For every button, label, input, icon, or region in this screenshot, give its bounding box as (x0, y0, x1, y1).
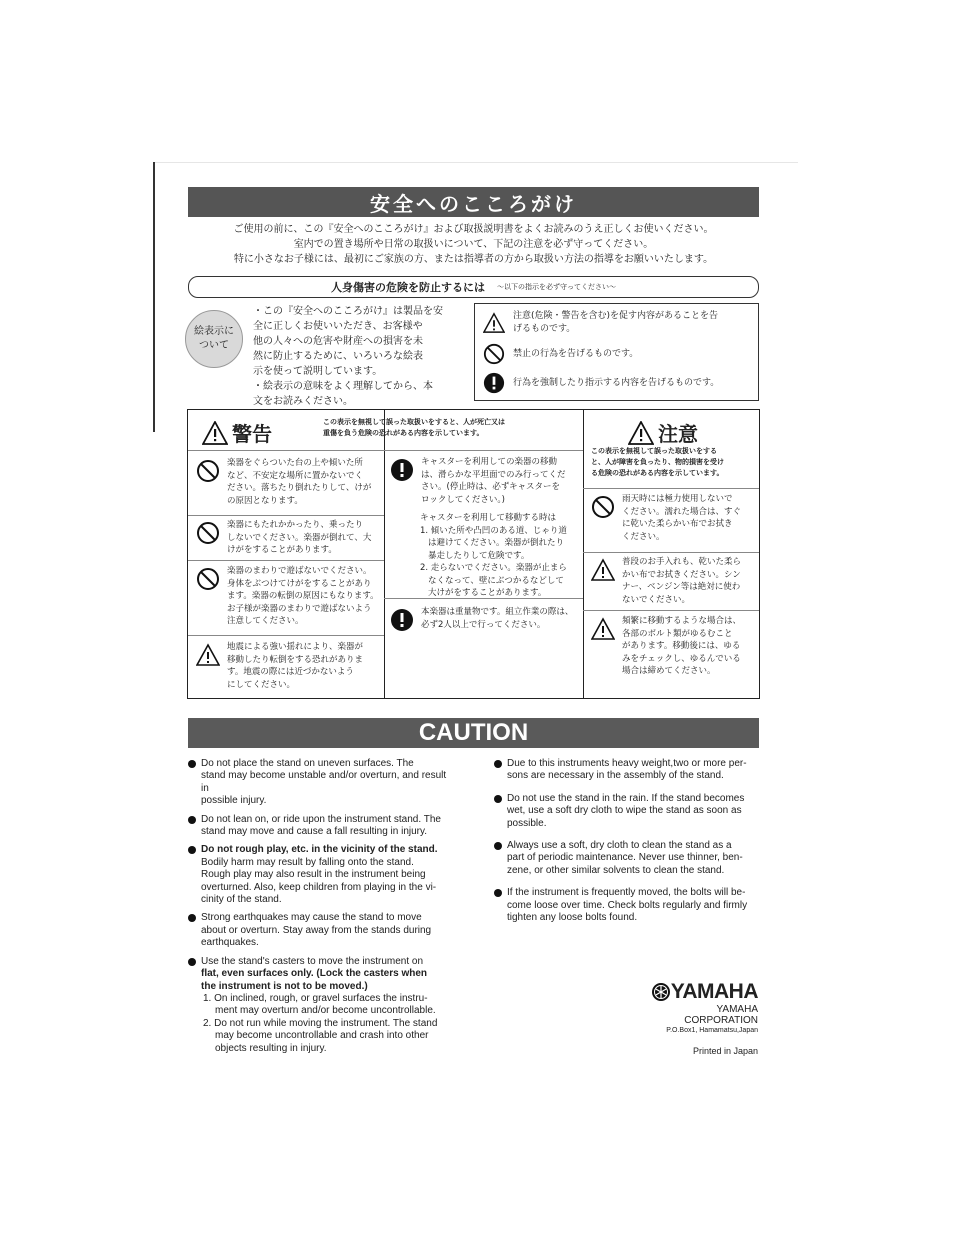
legend-mandatory (483, 372, 751, 394)
warning-heading (202, 418, 272, 447)
item-line: にしてください。 (227, 679, 296, 690)
caution-desc-line: この表示を無視して誤った取扱いをする (591, 447, 717, 455)
warning-item (196, 641, 381, 691)
note-line: は避けてください。楽器が倒れたり (428, 538, 565, 548)
bullet-line: cinity of the stand. (201, 894, 282, 906)
caution-header (188, 718, 759, 748)
caution-desc-line: る危険の恐れがある内容を示しています。 (591, 469, 724, 477)
item-line: ナー、ベンジン等は絶対に使わ (622, 582, 741, 592)
warning-item (390, 456, 580, 506)
mandatory-action-icon (390, 608, 414, 632)
caution-item (591, 556, 756, 606)
intro-text (188, 222, 759, 267)
pictogram-explanation (253, 304, 453, 409)
item-line: さい。(停止時は、必ずキャスターを (421, 482, 560, 492)
legend-text: 行為を強制したり指示する内容を告げるものです。 (513, 377, 720, 388)
item-line: キャスターを利用しての楽器の移動 (421, 457, 558, 467)
caution-right-column (494, 758, 760, 930)
note-line: 2. 走らないでください。楽器が止まら (420, 563, 567, 573)
item-line: けがをすることがあります。 (227, 545, 337, 555)
row-divider (583, 488, 759, 489)
bullet-line: Strong earthquakes may cause the stand to move (201, 912, 422, 924)
item-line: ロックしてください。) (421, 494, 505, 505)
bullet-line: come loose over time. Check bolts regularly and firmly (507, 899, 748, 911)
caution-item (591, 615, 756, 678)
warning-item (196, 519, 381, 557)
bullet-icon (494, 795, 502, 803)
expl-line: 然に防止するために、いろいろな絵表 (253, 351, 423, 362)
note-line: 暴走したりして危険です。 (428, 550, 530, 561)
row-divider (583, 552, 759, 553)
expl-line: 示を使って説明しています。 (253, 366, 383, 377)
bullet-line: tighten any loose bolts found. (507, 912, 638, 924)
yamaha-logo (648, 980, 758, 1004)
caution-bullet (188, 844, 456, 906)
item-line: みをチェックし、ゆるんでいる (622, 653, 741, 664)
banner-subtitle: 〜以下の指示を必ず守ってください〜 (497, 283, 616, 291)
caution-title: CAUTION (418, 719, 529, 746)
bullet-line: possible. (507, 817, 547, 829)
warning-desc-line: 重傷を負う危険の恐れがある内容を示しています。 (323, 429, 484, 437)
warning-item (196, 565, 381, 628)
item-line: 頻繁に移動するような場合は、 (622, 616, 742, 626)
bullet-line: Always use a soft, dry cloth to clean the stand as a (507, 840, 732, 852)
sub-line: 1. On inclined, rough, or gravel surfaces the instru- (203, 992, 428, 1004)
item-line: ださい。落ちたり倒れたりして、けが (227, 483, 372, 493)
pictogram-legend (474, 303, 759, 401)
bullet-icon (188, 760, 196, 768)
legend-caution (483, 310, 751, 336)
intro-line: ご使用の前に、この『安全へのこころがけ』および取扱説明書をよくお読みのうえ正しくお使いください。 (233, 224, 714, 235)
item-line: に乾いた柔らかい布でお拭き (622, 519, 733, 529)
caution-bullet (188, 758, 456, 808)
bullet-icon (494, 760, 502, 768)
warning-triangle-icon (196, 643, 220, 667)
bullet-line: stand may move and cause a fall resulting in injury. (201, 826, 428, 838)
warning-triangle-icon (202, 421, 228, 445)
item-line: 注意してください。 (227, 616, 304, 626)
bullet-line: Do not place the stand on uneven surfaces. The (201, 758, 414, 769)
brand-name: YAMAHA (670, 980, 758, 1003)
caution-bullet (494, 887, 760, 924)
column-divider (583, 410, 584, 698)
item-line: 楽器をぐらついた台の上や傾いた所 (227, 458, 363, 468)
bullet-line: Rough play may also result in the instrument being (201, 869, 426, 881)
prohibition-icon (196, 459, 220, 483)
item-line: があります。移動後には、ゆる (622, 641, 741, 651)
item-line: 楽器にもたれかかったり、乗ったり (227, 520, 364, 530)
note-line: 大けがをすることがあります。 (428, 588, 547, 598)
legend-text: げるものです。 (513, 324, 576, 334)
item-line: 各部のボルト類がゆるむこと (622, 628, 733, 639)
sub-line: objects resulting in injury. (215, 1042, 327, 1054)
bullet-line: about or overturn. Stay away from the stands during (201, 924, 432, 936)
caution-bullet (494, 840, 760, 877)
expl-line: ・絵表示の意味をよく理解してから、本 (253, 381, 433, 392)
corporation-address: P.O.Box1, Hamamatsu,Japan (666, 1027, 758, 1034)
prohibition-icon (196, 521, 220, 545)
item-line: の原因となります。 (227, 495, 303, 506)
bullet-line: Due to this instruments heavy weight,two or more per- (507, 758, 747, 769)
tuning-fork-emblem-icon (651, 982, 671, 1002)
item-line: ます。楽器の転倒の原因にもなります。 (227, 591, 379, 601)
bullet-icon (494, 889, 502, 897)
warning-triangle-icon (483, 312, 505, 334)
scan-mark (153, 162, 155, 432)
bullet-line: flat, even surfaces only. (Lock the casters when (201, 968, 428, 980)
mandatory-action-icon (483, 372, 505, 394)
warning-desc-line: この表示を無視して誤った取扱いをすると、人が死亡又は (323, 418, 505, 426)
badge-line: 絵表示に (194, 326, 234, 337)
prohibition-icon (591, 495, 615, 519)
expl-line: 全に正しくお使いいただき、お客様や (253, 321, 423, 332)
note-line: キャスターを利用して移動する時は (420, 513, 557, 523)
sub-line: may become uncontrollable and crash into other (215, 1030, 429, 1042)
intro-line: 特に小さなお子様には、最初にご家族の方、または指導者の方から取扱い方法の指導をお願いいたします。 (233, 254, 714, 265)
item-line: ください。 (622, 531, 665, 542)
bullet-icon (188, 914, 196, 922)
item-line: 身体をぶつけてけがをすることがあり (227, 578, 372, 589)
column-divider (384, 410, 385, 698)
sub-line: ment may overturn and/or become uncontrollable. (215, 1005, 436, 1017)
bullet-line: wet, use a soft dry cloth to wipe the stand as soon as (507, 805, 742, 817)
row-divider (188, 450, 583, 451)
bullet-line: zene, or other similar solvents to clean the stand. (507, 864, 725, 876)
bullet-line: Do not use the stand in the rain. If the stand becomes (507, 792, 745, 804)
badge-line: ついて (199, 340, 229, 351)
bullet-line: Bodily harm may result by falling onto the stand. (201, 856, 414, 868)
bullet-line: possible injury. (201, 795, 267, 807)
bullet-line: overturned. Also, keep children from playing in the vi- (201, 881, 437, 893)
pictogram-badge (185, 310, 243, 368)
item-line: 本楽器は重量物です。組立作業の際は、 (421, 607, 574, 617)
safety-header (188, 187, 759, 217)
bullet-icon (494, 842, 502, 850)
note-line: 1. 傾いた所や凸凹のある道、じゃり道 (420, 525, 567, 536)
warning-description (323, 417, 578, 439)
yamaha-footer (648, 980, 758, 1056)
caution-jp-heading (628, 418, 698, 447)
note-line: なくなって、壁にぶつかるなどして (428, 575, 564, 586)
caution-jp-title: 注意 (658, 422, 698, 446)
mandatory-action-icon (390, 458, 414, 482)
bullet-icon (188, 846, 196, 854)
corporation-name: YAMAHA CORPORATION (684, 1004, 758, 1026)
legend-text: 禁止の行為を告げるものです。 (513, 348, 639, 359)
item-line: 移動したり転倒をする恐れがありま (227, 654, 364, 665)
bullet-line: earthquakes. (201, 937, 259, 949)
item-line: 必ず2人以上で行ってください。 (421, 619, 546, 630)
caution-desc-line: と、人が障害を負ったり、物的損害を受け (591, 458, 724, 466)
bullet-line: Do not rough play, etc. in the vicinity of the stand. (201, 844, 438, 856)
row-divider (188, 635, 384, 636)
warning-triangle-icon (591, 558, 615, 582)
warning-triangle-icon (591, 617, 615, 641)
scan-edge (153, 162, 798, 163)
warning-title: 警告 (232, 422, 272, 446)
safety-title: 安全へのこころがけ (370, 191, 577, 216)
legend-prohibit (483, 343, 751, 365)
item-line: 雨天時には極力使用しないで (622, 494, 733, 504)
bullet-line: the instrument is not to be moved.) (201, 980, 368, 992)
bullet-icon (188, 958, 196, 966)
bullet-line: sons are necessary in the assembly of the stand. (507, 770, 724, 782)
caution-item (591, 493, 756, 543)
bullet-line: Use the stand's casters to move the instrument on (201, 955, 424, 967)
printed-in: Printed in Japan (692, 1046, 758, 1056)
item-line: お子様が楽器のまわりで遊ばないよう (227, 603, 372, 614)
caution-bullet (188, 814, 456, 839)
item-line: 場合は締めてください。 (622, 666, 716, 676)
injury-prevention-banner (188, 276, 759, 298)
row-divider (188, 515, 384, 516)
item-line: は、滑らかな平坦面でのみ行ってくだ (421, 469, 566, 480)
legend-text: 注意(危険・警告を含む)を促す内容があることを告 (513, 311, 719, 321)
warning-item (196, 457, 381, 507)
expl-line: ・この『安全へのこころがけ』は製品を安 (253, 306, 443, 317)
item-line: ないでください。 (622, 594, 691, 605)
banner-title: 人身傷害の危険を防止するには (331, 281, 485, 294)
warning-table (187, 409, 760, 699)
caution-jp-description (591, 446, 756, 479)
row-divider (583, 610, 759, 611)
warning-item (390, 606, 580, 632)
bullet-icon (188, 816, 196, 824)
item-line: しないでください。楽器が倒れて、大 (227, 532, 372, 543)
item-line: かい布でお拭きください。シン (622, 569, 741, 580)
expl-line: 文をお読みください。 (253, 396, 353, 407)
caution-bullet (188, 912, 456, 949)
intro-line: 室内での置き場所や日常の取扱いについて、下記の注意を必ず守ってください。 (293, 239, 654, 250)
bullet-line: stand may become unstable and/or overturn, and result in (201, 770, 447, 794)
bullet-line: If the instrument is frequently moved, the bolts will be- (507, 887, 746, 899)
bullet-line: Do not lean on, or ride upon the instrument stand. The (201, 813, 441, 825)
item-line: す。地震の際には近づかないよう (227, 667, 354, 677)
sub-line: 2. Do not run while moving the instrument. The stand (203, 1017, 438, 1029)
expl-line: 他の人々への危害や財産への損害を未 (253, 336, 423, 347)
item-line: 地震による強い揺れにより、楽器が (227, 642, 364, 652)
warning-triangle-icon (628, 421, 654, 445)
prohibition-icon (483, 343, 505, 365)
caution-bullet (494, 758, 760, 783)
caution-bullet (188, 956, 456, 1055)
caution-bullet (494, 793, 760, 830)
item-line: ください。濡れた場合は、すぐ (622, 506, 742, 517)
prohibition-icon (196, 567, 220, 591)
caution-left-column (188, 758, 456, 1061)
caster-note (420, 512, 580, 600)
row-divider (188, 560, 384, 561)
item-line: 楽器のまわりで遊ばないでください。 (227, 566, 372, 576)
item-line: など、不安定な場所に置かないでく (227, 470, 364, 481)
item-line: 普段のお手入れも、乾いた柔ら (622, 557, 742, 567)
bullet-line: part of periodic maintenance. Never use thinner, ben- (507, 852, 743, 864)
